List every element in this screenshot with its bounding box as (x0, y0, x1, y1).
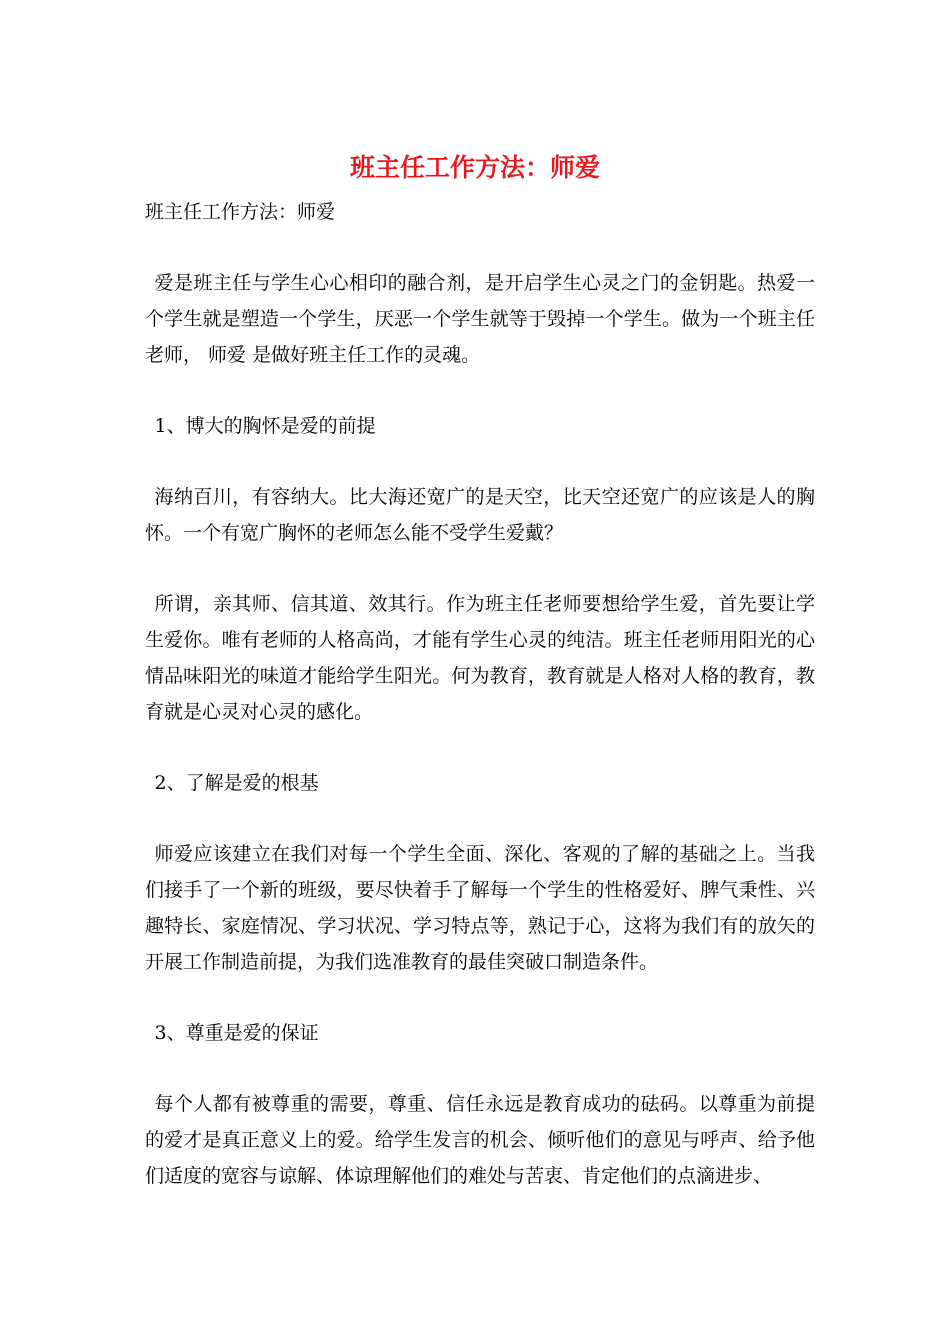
document-subtitle: 班主任工作方法：师爱 (145, 201, 336, 223)
section-1-paragraph-2: 所谓，亲其师、信其道、效其行。作为班主任老师要想给学生爱，首先要让学生爱你。唯有老师的人格高尚，才能有学生心灵的纯洁。班主任老师用阳光的心情品味阳光的味道才能给学生阳光。何为教育，教育就是人格对人格的教育，教育就是心灵对心灵的感化。 (145, 593, 815, 723)
document-title: 班主任工作方法：师爱 (349, 153, 600, 182)
section-3-paragraph-1: 每个人都有被尊重的需要，尊重、信任永远是教育成功的砝码。以尊重为前提的爱才是真正意义上的爱。给学生发言的机会、倾听他们的意见与呼声、给予他们适度的宽容与谅解、体谅理解他们的难处与苦衷、肯定他们的点滴进步、 (145, 1093, 815, 1187)
section-1-paragraph-1: 海纳百川，有容纳大。比大海还宽广的是天空，比天空还宽广的应该是人的胸怀。一个有宽广胸怀的老师怎么能不受学生爱戴？ (145, 486, 815, 544)
section-1-heading: 1、博大的胸怀是爱的前提 (154, 415, 376, 437)
section-2-paragraph-1: 师爱应该建立在我们对每一个学生全面、深化、客观的了解的基础之上。当我们接手了一个新的班级，要尽快着手了解每一个学生的性格爱好、脾气秉性、兴趣特长、家庭情况、学习状况、学习特点等，熟记于心，这将为我们有的放矢的开展工作制造前提，为我们选准教育的最佳突破口制造条件。 (145, 843, 815, 973)
document-body (145, 265, 815, 1229)
section-3-heading: 3、尊重是爱的保证 (154, 1022, 319, 1044)
intro-paragraph: 爱是班主任与学生心心相印的融合剂，是开启学生心灵之门的金钥匙。热爱一个学生就是塑造一个学生，厌恶一个学生就等于毁掉一个学生。做为一个班主任老师， 师爱 是做好班主任工作的灵魂。 (145, 272, 815, 366)
section-2-heading: 2、了解是爱的根基 (154, 772, 319, 794)
